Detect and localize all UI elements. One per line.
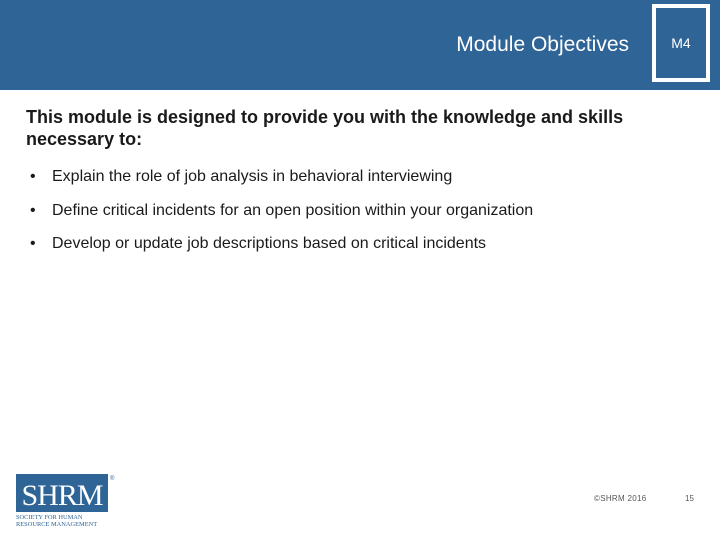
page-number: 15 — [685, 494, 694, 503]
logo-wordmark: SHRM — [21, 479, 103, 512]
copyright-text: ©SHRM 2016 — [594, 494, 647, 503]
logo-registered: ® — [110, 476, 115, 482]
bullet-icon: • — [30, 168, 36, 185]
bullet-icon: • — [30, 201, 36, 219]
module-badge: M4 — [652, 4, 710, 82]
logo-line1: SOCIETY FOR HUMAN — [16, 514, 83, 521]
list-item — [26, 167, 706, 201]
list-item — [26, 201, 706, 235]
objectives-list — [26, 167, 706, 268]
shrm-logo — [16, 474, 116, 528]
slide-title: Module Objectives — [456, 33, 629, 56]
header-bar — [0, 0, 720, 90]
objective-text: Develop or update job descriptions based on critical incidents — [52, 235, 487, 252]
logo-line2: RESOURCE MANAGEMENT — [16, 521, 98, 528]
intro-text: This module is designed to provide you with the knowledge and skills necessary to: — [26, 107, 624, 149]
objective-text: Define critical incidents for an open position within your organization — [52, 201, 534, 219]
objective-text: Explain the role of job analysis in behavioral interviewing — [52, 168, 453, 185]
bullet-icon: • — [30, 235, 36, 252]
list-item — [26, 234, 706, 268]
